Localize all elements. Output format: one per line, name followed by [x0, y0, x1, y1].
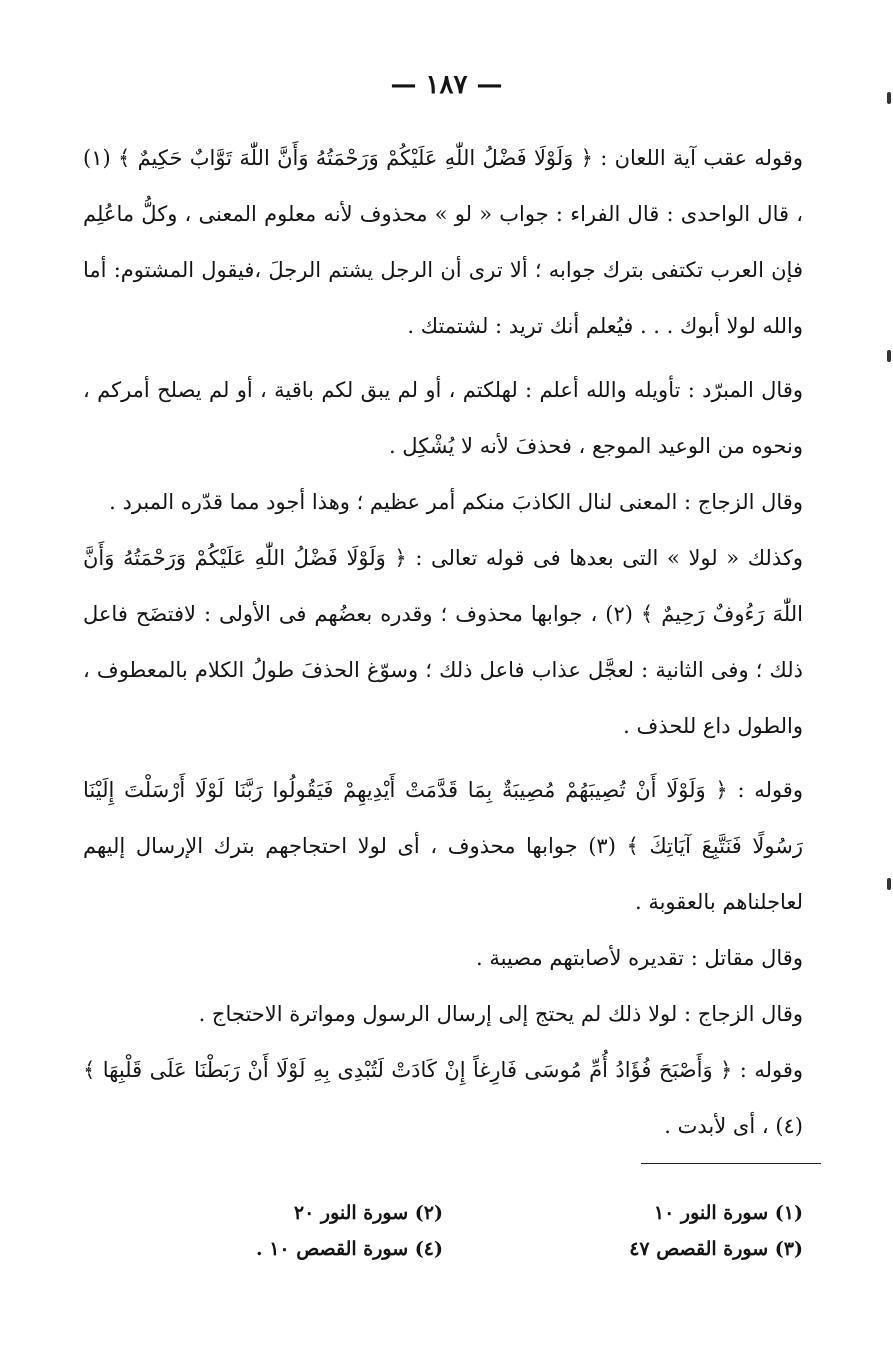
paragraph-5: وقوله : ﴿ وَلَوْلَا أَنْ تُصِيبَهُمْ مُصِيبَةٌ بِمَا قَدَّمَتْ أَيْدِيهِمْ فَيَقُولُوا رَبَّنَا لَوْلَا أَرْسَلْتَ إِلَيْنَا رَسُولًا فَنَتَّبِعَ آيَاتِكَ ﴾ (٣) جوابها محذوف ، أى لولا احتجاجهم بترك الإرسال إليهم لعاجلناهم بالعقوبة .: [83, 778, 803, 914]
body-text: [83, 130, 803, 1154]
footnote-3: (٣) سورة القصص ٤٧: [629, 1238, 803, 1260]
paragraph-1: وقوله عقب آية اللعان : ﴿ وَلَوْلَا فَضْلُ اللّٰهِ عَلَيْكُمْ وَرَحْمَتُهُ وَأَنَّ اللّٰهَ تَوَّابٌ حَكِيمٌ ﴾ (١) ، قال الواحدى : قال الفراء : جواب « لو » محذوف لأنه معلوم المعنى ، وكلُّ ماعُلِم فإن العرب تكتفى بترك جوابه ؛ ألا ترى أن الرجل يشتم الرجلَ ،فيقول المشتوم: أما والله لولا أبوك . . . فيُعلم أنك تريد : لشتمتك .: [83, 146, 803, 338]
footnote-separator: [641, 1163, 821, 1164]
scan-edge-mark: [887, 878, 891, 890]
footnote-1: (١) سورة النور ١٠: [653, 1202, 803, 1224]
paragraph-8: وقوله : ﴿ وَأَصْبَحَ فُؤَادُ أُمِّ مُوسَى فَارِغاً إِنْ كَادَتْ لَتُبْدِى بِهِ لَوْلَا أَنْ رَبَطْنَا عَلَى قَلْبِهَا ﴾ (٤) ، أى لأبدت .: [83, 1058, 803, 1138]
paragraph-2: وقال المبرّد : تأويله والله أعلم : لهلكتم ، أو لم يبق لكم باقية ، أو لم يصلح أمركم ، ونحوه من الوعيد الموجع ، فحذفَ لأنه لا يُشْكِل .: [83, 378, 803, 458]
footnote-2: (٢) سورة النور ٢٠: [293, 1202, 443, 1224]
footnotes: [83, 1195, 803, 1267]
scan-edge-mark: [887, 92, 891, 104]
paragraph-4: وكذلك « لولا » التى بعدها فى قوله تعالى : ﴿ وَلَوْلَا فَضْلُ اللّٰهِ عَلَيْكُمْ وَرَحْمَتُهُ وَأَنَّ اللّٰهَ رَءُوفٌ رَحِيمٌ ﴾ (٢) ، جوابها محذوف ؛ وقدره بعضُهم فى الأولى : لافتضَح فاعل ذلك ؛ وفى الثانية : لعجَّل عذاب فاعل ذلك ؛ وسوّغ الحذفَ طولُ الكلام بالمعطوف ، والطول داع للحذف .: [83, 546, 803, 738]
paragraph-3: وقال الزجاج : المعنى لنال الكاذبَ منكم أمر عظيم ؛ وهذا أجود مما قدّره المبرد .: [109, 490, 803, 514]
footnote-4: (٤) سورة القصص ١٠ .: [255, 1238, 443, 1260]
paragraph-7: وقال الزجاج : لولا ذلك لم يحتج إلى إرسال الرسول ومواترة الاحتجاج .: [198, 1002, 803, 1026]
scan-edge-mark: [887, 350, 891, 362]
footnote-row: [83, 1195, 803, 1231]
footnote-row: [83, 1231, 803, 1267]
paragraph-6: وقال مقاتل : تقديره لأصابتهم مصيبة .: [475, 946, 803, 970]
page-number: — ١٨٧ —: [390, 70, 503, 100]
